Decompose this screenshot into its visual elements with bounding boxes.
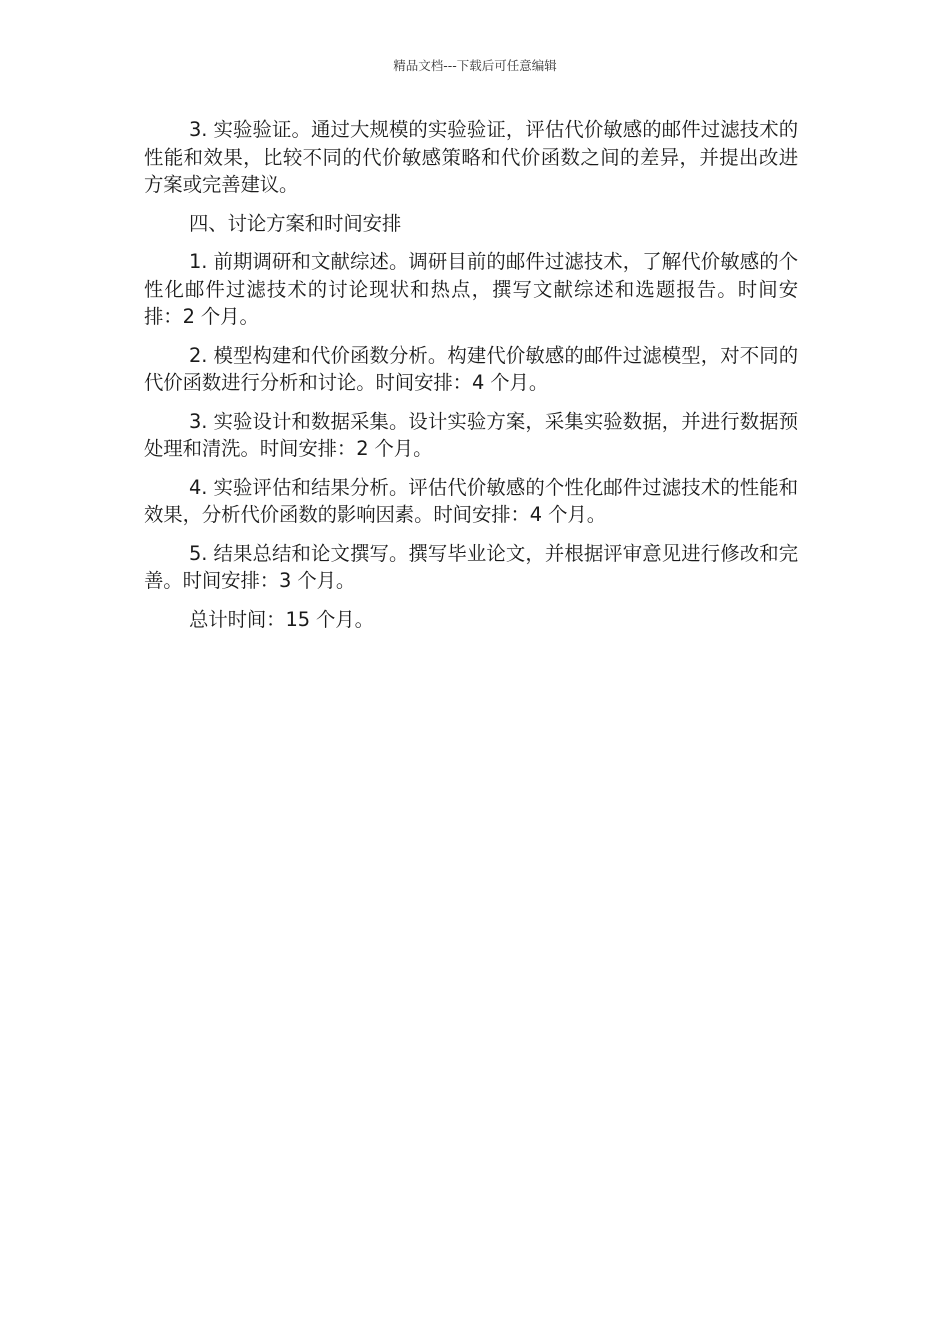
paragraph-step-3: 3. 实验设计和数据采集。设计实验方案，采集实验数据，并进行数据预处理和清洗。时间安排：2 个月。 [144,409,798,460]
paragraph-experiment-validation: 3. 实验验证。通过大规模的实验验证，评估代价敏感的邮件过滤技术的性能和效果，比较不同的代价敏感策略和代价函数之间的差异，并提出改进方案或完善建议。 [144,118,798,196]
paragraph-step-4: 4. 实验评估和结果分析。评估代价敏感的个性化邮件过滤技术的性能和效果，分析代价函数的影响因素。时间安排：4 个月。 [144,475,798,526]
paragraph-total-time: 总计时间：15 个月。 [189,607,374,631]
paragraph-step-1: 1. 前期调研和文献综述。调研目前的邮件过滤技术，了解代价敏感的个性化邮件过滤技术的讨论现状和热点，撰写文献综述和选题报告。时间安排：2 个月。 [144,250,798,328]
section-heading-schedule: 四、讨论方案和时间安排 [189,211,402,235]
paragraph-step-2: 2. 模型构建和代价函数分析。构建代价敏感的邮件过滤模型，对不同的代价函数进行分析和讨论。时间安排：4 个月。 [144,343,798,394]
page-header: 精品文档---下载后可任意编辑 [393,58,557,73]
document-body [144,116,798,644]
paragraph-step-5: 5. 结果总结和论文撰写。撰写毕业论文，并根据评审意见进行修改和完善。时间安排：3 个月。 [144,541,798,592]
